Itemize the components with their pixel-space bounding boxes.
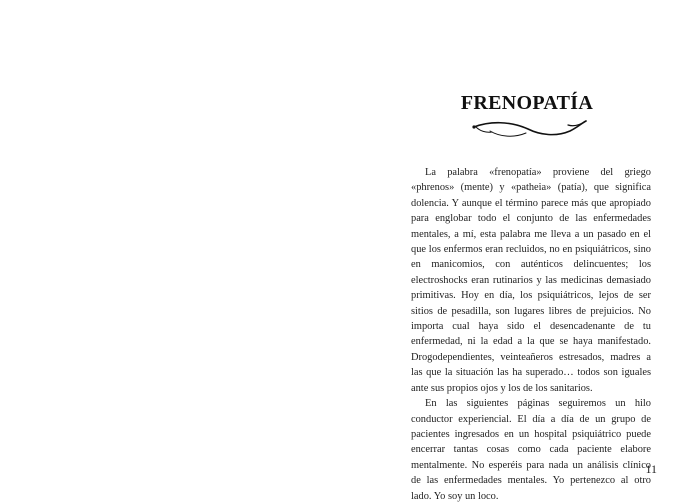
paragraph-1: La palabra «frenopatía» proviene del griego «phrenos» (mente) y «patheia» (patía), que significa dolencia. Y aunque el término parece más que apropiado para englobar todo el conjunto de las enfermedades mentales, a mí, esta palabra me lleva a un pasado en el que los enfermos eran recluidos, no en psiquiátricos, sino en manicomios, con auténticos delincuentes; los electroshocks eran rutinarios y las medicinas demasiado primitivas. Hoy en día, los psiquiátricos, lejos de ser sitios de pesadilla, son lugares libres de prejuicios. No importa cual haya sido el desencadenante de tu enfermedad, ni la edad a la que se haya manifestado. Drogodependientes, veinteañeros estresados, madres a las que la situación las ha superado… todos son iguales ante sus propios ojos y los de los sanitarios. [411,167,651,394]
paragraph-2: En las siguientes páginas seguiremos un hilo conductor experiencial. El día a día de un grupo de pacientes ingresados en un hospital psiquiátrico puede encerrar tantas cosas como cada paciente elabore mentalmente. No esperéis para nada un análisis clínico de las enfermedades mentales. Yo pertenezco al otro lado. Yo soy un loco. [411,398,651,502]
page-number: 11 [645,462,657,476]
flourish-ornament-icon [470,117,590,141]
chapter-body [411,165,651,504]
chapter-title: FRENOPATÍA [460,92,594,114]
